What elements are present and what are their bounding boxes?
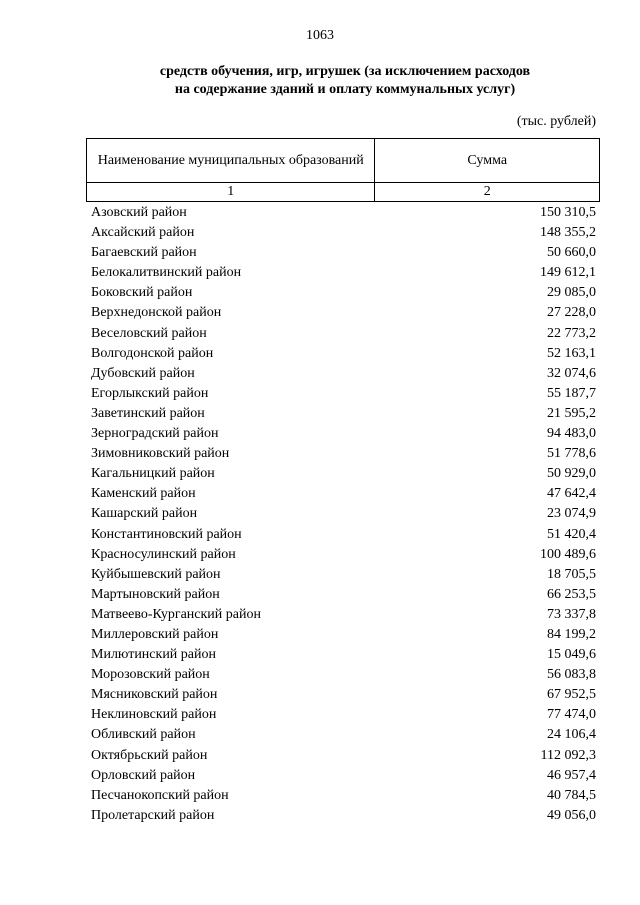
- amount-value: 23 074,9: [547, 506, 596, 522]
- amount-value: 22 773,2: [547, 325, 596, 341]
- municipality-name: Песчанокопский район: [91, 787, 229, 803]
- amount-value: 84 199,2: [547, 626, 596, 642]
- column-number-2: 2: [375, 183, 600, 202]
- amount-value: 49 056,0: [547, 807, 596, 823]
- amount-value: 29 085,0: [547, 285, 596, 301]
- municipality-name: Кагальницкий район: [91, 466, 215, 482]
- table-row: [91, 484, 596, 504]
- amount-value: 94 483,0: [547, 426, 596, 442]
- municipality-name: Кашарский район: [91, 506, 198, 522]
- amount-value: 47 642,4: [547, 486, 596, 502]
- table-row: [91, 645, 596, 665]
- municipality-name: Мясниковский район: [91, 687, 218, 703]
- municipality-name: Морозовский район: [91, 667, 210, 683]
- amount-value: 32 074,6: [547, 365, 596, 381]
- municipality-name: Октябрьский район: [91, 747, 208, 763]
- table-row: [91, 766, 596, 786]
- amount-value: 150 310,5: [540, 205, 596, 220]
- document-title: [90, 63, 600, 99]
- amount-value: 56 083,8: [547, 667, 596, 683]
- amount-value: 148 355,2: [540, 225, 596, 241]
- amount-value: 149 612,1: [540, 265, 596, 281]
- table-row: [91, 283, 596, 303]
- municipality-name: Дубовский район: [91, 365, 195, 381]
- amount-value: 21 595,2: [547, 405, 596, 421]
- table-row: [91, 243, 596, 263]
- column-header-sum: Сумма: [375, 139, 600, 183]
- amount-value: 52 163,1: [547, 345, 596, 361]
- municipality-name: Веселовский район: [91, 325, 207, 341]
- table-row: [91, 665, 596, 685]
- table-row: [91, 545, 596, 565]
- table-row: [91, 746, 596, 766]
- amount-value: 55 187,7: [547, 385, 596, 401]
- column-header-name: Наименование муниципальных образований: [87, 139, 375, 183]
- amount-value: 77 474,0: [547, 707, 596, 723]
- table-header: [86, 138, 600, 202]
- amount-value: 67 952,5: [547, 687, 596, 703]
- amount-value: 46 957,4: [547, 767, 596, 783]
- amount-value: 24 106,4: [547, 727, 596, 743]
- municipality-name: Куйбышевский район: [91, 566, 221, 582]
- table-row: [91, 223, 596, 243]
- table-row: [91, 424, 596, 444]
- units-label: (тыс. рублей): [516, 114, 596, 129]
- municipality-name: Верхнедонской район: [91, 305, 222, 321]
- amount-value: 15 049,6: [547, 647, 596, 663]
- amount-value: 27 228,0: [547, 305, 596, 321]
- table-row: [91, 525, 596, 545]
- table-row: [91, 203, 596, 223]
- amount-value: 100 489,6: [540, 546, 596, 562]
- table-row: [91, 585, 596, 605]
- municipality-name: Белокалитвинский район: [91, 265, 242, 281]
- table-row: [91, 806, 596, 826]
- table-row: [91, 705, 596, 725]
- title-line-1: средств обучения, игр, игрушек (за исключением расходов: [159, 64, 531, 79]
- municipality-name: Егорлыкский район: [91, 385, 209, 401]
- table-row: [91, 565, 596, 585]
- table-row: [91, 786, 596, 806]
- amount-value: 66 253,5: [547, 586, 596, 602]
- municipality-name: Матвеево-Курганский район: [91, 606, 261, 622]
- municipality-name: Миллеровский район: [91, 626, 219, 642]
- municipality-name: Зерноградский район: [91, 426, 219, 442]
- table-row: [91, 504, 596, 524]
- table-row: [91, 303, 596, 323]
- amount-value: 51 778,6: [547, 446, 596, 462]
- column-number-1: 1: [87, 183, 375, 202]
- table-row: [91, 444, 596, 464]
- amount-value: 40 784,5: [547, 787, 596, 803]
- amount-value: 73 337,8: [547, 606, 596, 622]
- title-line-2: на содержание зданий и оплату коммунальных услуг): [174, 82, 516, 97]
- page-number: 1063: [306, 28, 334, 43]
- municipality-name: Зимовниковский район: [91, 446, 230, 462]
- amount-value: 18 705,5: [547, 566, 596, 582]
- municipality-name: Каменский район: [91, 486, 196, 502]
- amount-value: 112 092,3: [540, 747, 596, 763]
- table-row: [91, 263, 596, 283]
- table-body: [91, 203, 596, 826]
- amount-value: 51 420,4: [547, 526, 596, 542]
- municipality-name: Пролетарский район: [91, 807, 215, 823]
- municipality-name: Красносулинский район: [91, 546, 236, 562]
- municipality-name: Боковский район: [91, 285, 193, 301]
- municipality-name: Неклиновский район: [91, 707, 217, 723]
- table-row: [91, 384, 596, 404]
- table-row: [91, 725, 596, 745]
- municipality-name: Багаевский район: [91, 245, 197, 261]
- table-row: [91, 464, 596, 484]
- municipality-name: Милютинский район: [91, 647, 217, 663]
- table-row: [91, 364, 596, 384]
- municipality-name: Волгодонской район: [91, 345, 214, 361]
- table-row: [91, 404, 596, 424]
- table-row: [91, 685, 596, 705]
- municipality-name: Константиновский район: [91, 526, 242, 542]
- municipality-name: Заветинский район: [91, 405, 205, 421]
- table-row: [91, 324, 596, 344]
- amount-value: 50 929,0: [547, 466, 596, 482]
- municipality-name: Обливский район: [91, 727, 196, 743]
- municipality-name: Азовский район: [91, 205, 187, 220]
- table-row: [91, 344, 596, 364]
- municipality-name: Мартыновский район: [91, 586, 220, 602]
- table-row: [91, 605, 596, 625]
- table-row: [91, 625, 596, 645]
- amount-value: 50 660,0: [547, 245, 596, 261]
- municipality-name: Орловский район: [91, 767, 196, 783]
- municipality-name: Аксайский район: [91, 225, 195, 241]
